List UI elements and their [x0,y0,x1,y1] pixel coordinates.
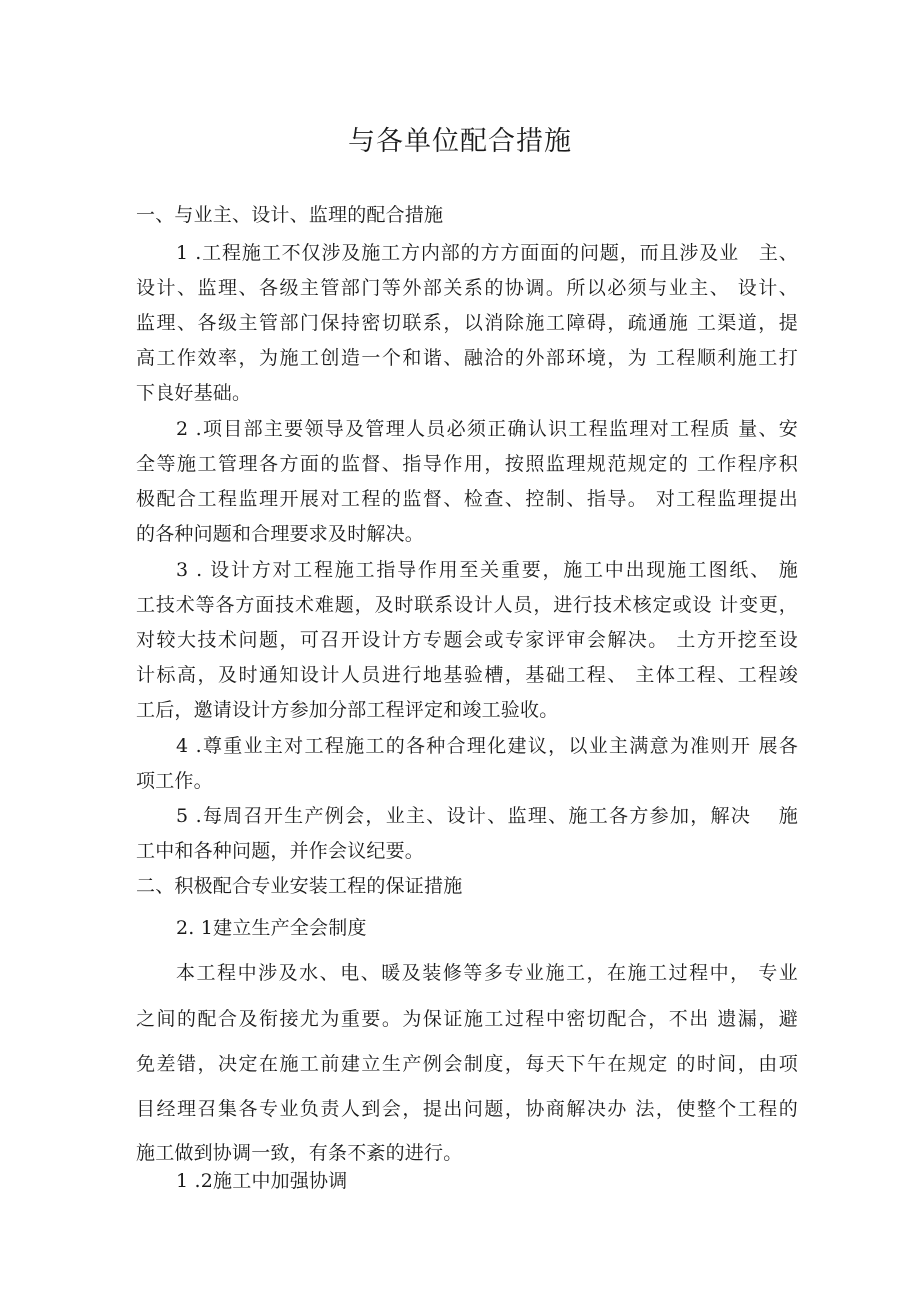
subsection-heading: 1 .2施工中加强协调 [176,1170,348,1192]
paragraph-line: 施工做到协调一致，有条不紊的进行。 [136,1142,463,1164]
paragraph-line: 目经理召集各专业负责人到会，提出问题，协商解决办 法，使整个工程的 [136,1098,798,1120]
paragraph-line: 计标高，及时通知设计人员进行地基验槽，基础工程、 主体工程、工程竣 [136,664,798,686]
paragraph-line: 工后，邀请设计方参加分部工程评定和竣工验收。 [136,699,559,721]
paragraph-line: 3 . 设计方对工程施工指导作用至关重要，施工中出现施工图纸、 施 [176,559,798,581]
paragraph-line: 高工作效率，为施工创造一个和谐、融洽的外部环境，为 工程顺利施工打 [136,347,798,369]
paragraph-line: 5 .每周召开生产例会，业主、设计、监理、施工各方参加，解决 施 [176,805,798,827]
paragraph-line: 设计、监理、各级主管部门等外部关系的协调。所以必须与业主、 设计、 [136,277,798,299]
paragraph-line: 免差错，决定在施工前建立生产例会制度，每天下午在规定 的时间，由项 [136,1053,798,1075]
paragraph-line: 工技术等各方面技术难题，及时联系设计人员，进行技术核定或设 计变更， [136,594,798,616]
paragraph-line: 全等施工管理各方面的监督、指导作用，按照监理规范规定的 工作程序积 [136,453,798,475]
paragraph-line: 项工作。 [136,770,213,792]
page-title: 与各单位配合措施 [348,126,572,157]
paragraph-line: 1 .工程施工不仅涉及施工方内部的方方面面的问题，而且涉及业 主、 [176,242,798,264]
paragraph-line: 下良好基础。 [136,382,252,404]
section-heading-2: 二、积极配合专业安装工程的保证措施 [136,875,463,897]
paragraph-line: 监理、各级主管部门保持密切联系，以消除施工障碍，疏通施 工渠道，提 [136,312,798,334]
paragraph-line: 本工程中涉及水、电、暖及装修等多专业施工，在施工过程中， 专业 [176,962,798,984]
paragraph-line: 对较大技术问题，可召开设计方专题会或专家评审会解决。 土方开挖至设 [136,629,798,651]
section-heading-1: 一、与业主、设计、监理的配合措施 [136,204,444,226]
paragraph-line: 的各种问题和合理要求及时解决。 [136,523,425,545]
paragraph-line: 4 .尊重业主对工程施工的各种合理化建议，以业主满意为准则开 展各 [176,735,798,757]
paragraph-line: 极配合工程监理开展对工程的监督、检查、控制、指导。 对工程监理提出 [136,488,798,510]
subsection-heading: 2. 1建立生产全会制度 [176,917,367,939]
paragraph-line: 2 .项目部主要领导及管理人员必须正确认识工程监理对工程质 量、安 [176,418,798,440]
paragraph-line: 之间的配合及衔接尤为重要。为保证施工过程中密切配合，不出 遗漏，避 [136,1008,798,1030]
paragraph-line: 工中和各种问题，并作会议纪要。 [136,840,425,862]
